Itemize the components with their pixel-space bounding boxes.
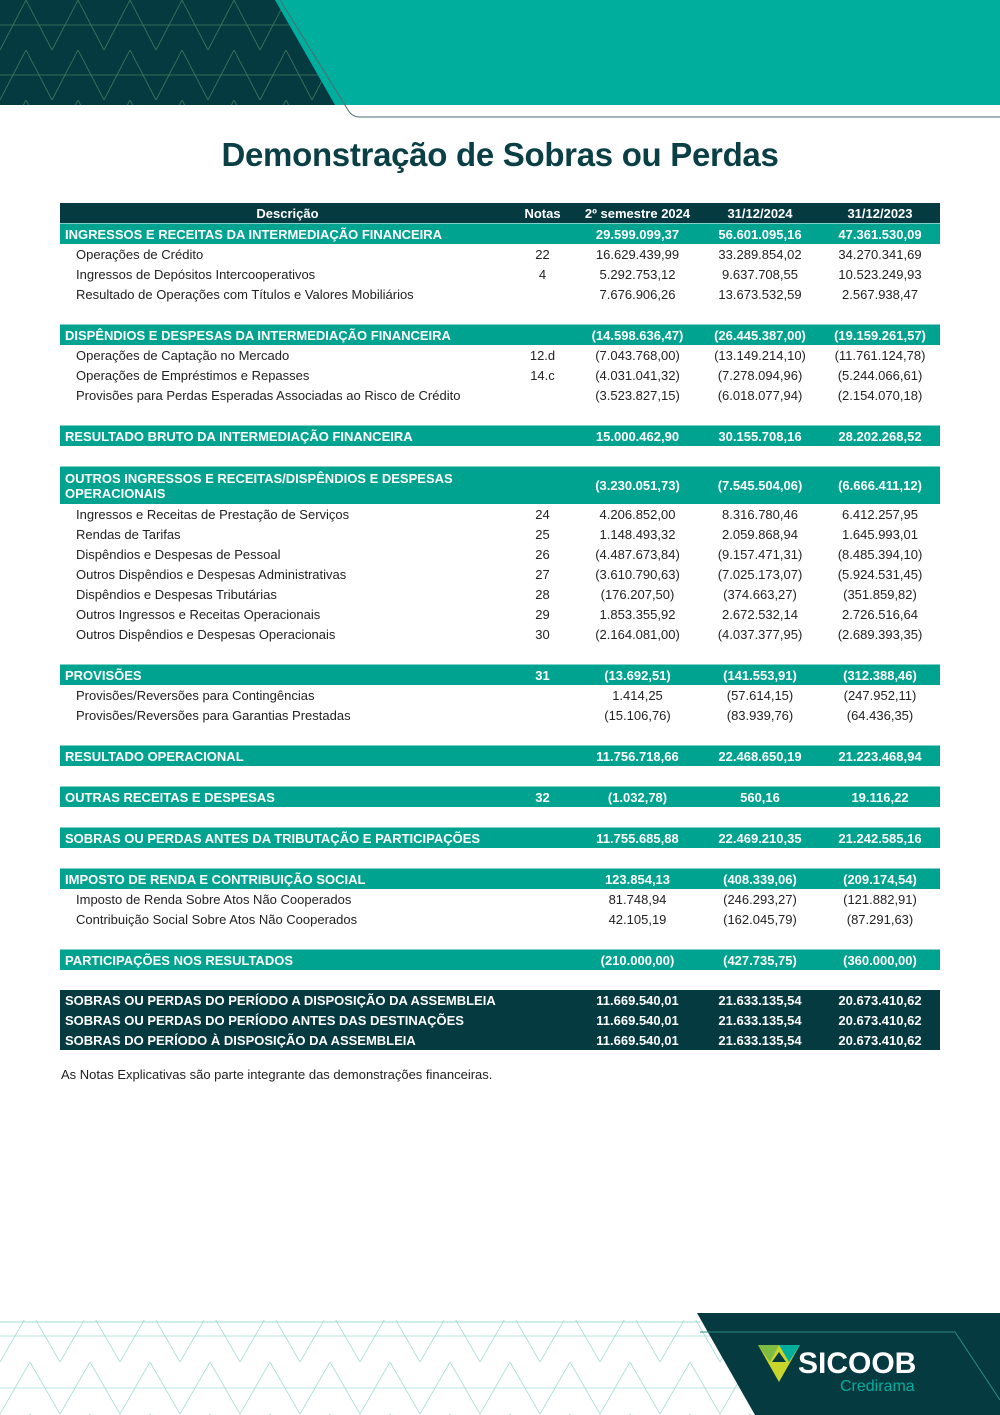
spacer-row [60, 725, 940, 746]
value-2sem-2024: 11.756.718,66 [575, 746, 700, 767]
table-body [60, 224, 940, 1051]
value-31-12-2024: 2.672.532,14 [722, 606, 798, 622]
row-description: Resultado de Operações com Títulos e Valores Mobiliários [76, 286, 414, 302]
table-row [60, 264, 940, 284]
value-31-12-2024: (13.149.214,10) [714, 347, 806, 363]
row-notas: 22 [535, 246, 550, 262]
row-description: Operações de Crédito [76, 246, 204, 262]
table-row [60, 604, 940, 624]
table-row [60, 284, 940, 304]
value-31-12-2023: 2.726.516,64 [842, 606, 918, 622]
value-31-12-2023: (360.000,00) [820, 950, 940, 971]
spacer-cell [60, 766, 940, 787]
value-31-12-2024: 22.468.650,19 [700, 746, 820, 767]
row-description: RESULTADO OPERACIONAL [60, 746, 510, 767]
value-31-12-2023: (5.924.531,45) [837, 566, 923, 582]
total-row [60, 1010, 940, 1030]
row-notas: 25 [535, 526, 550, 542]
value-31-12-2023: 20.673.410,62 [820, 1030, 940, 1050]
row-description: Outros Dispêndios e Despesas Administrativas [76, 566, 347, 582]
value-31-12-2023: (209.174,54) [820, 869, 940, 890]
section-row [60, 325, 940, 346]
spacer-row [60, 766, 940, 787]
value-31-12-2023: (312.388,46) [820, 665, 940, 686]
value-2sem-2024: 11.669.540,01 [575, 990, 700, 1010]
row-notas [510, 990, 575, 1010]
row-notas [510, 746, 575, 767]
table-row [60, 544, 940, 564]
table-row [60, 365, 940, 385]
spacer-row [60, 848, 940, 869]
row-description: Rendas de Tarifas [76, 526, 181, 542]
total-row [60, 1030, 940, 1050]
spacer-cell [60, 929, 940, 950]
row-notas: 4 [538, 266, 547, 282]
section-row [60, 467, 940, 505]
row-description: Provisões/Reversões para Contingências [76, 687, 315, 703]
table-row [60, 909, 940, 929]
row-description: SOBRAS DO PERÍODO À DISPOSIÇÃO DA ASSEMBLEIA [60, 1030, 510, 1050]
row-notas [510, 467, 575, 505]
value-31-12-2023: (8.485.394,10) [837, 546, 923, 562]
value-2sem-2024: 5.292.753,12 [599, 266, 676, 282]
value-31-12-2024: 13.673.532,59 [718, 286, 802, 302]
value-31-12-2023: (64.436,35) [846, 707, 914, 723]
value-31-12-2024: (4.037.377,95) [717, 626, 803, 642]
row-description: PROVISÕES [60, 665, 510, 686]
value-2sem-2024: (176.207,50) [600, 586, 675, 602]
value-2sem-2024: (15.106,76) [604, 707, 671, 723]
row-notas: 31 [510, 665, 575, 686]
table-row [60, 705, 940, 725]
row-description: Operações de Empréstimos e Repasses [76, 367, 310, 383]
row-description: Outros Dispêndios e Despesas Operacionais [76, 626, 336, 642]
value-31-12-2023: 20.673.410,62 [820, 1010, 940, 1030]
value-2sem-2024: (3.523.827,15) [595, 387, 680, 403]
value-31-12-2024: (57.614,15) [726, 687, 794, 703]
value-31-12-2023: 10.523.249,93 [838, 266, 922, 282]
value-31-12-2024: 2.059.868,94 [722, 526, 798, 542]
row-description: Dispêndios e Despesas Tributárias [76, 586, 277, 602]
value-2sem-2024: (13.692,51) [575, 665, 700, 686]
row-description: DISPÊNDIOS E DESPESAS DA INTERMEDIAÇÃO FINANCEIRA [60, 325, 510, 346]
value-2sem-2024: (210.000,00) [575, 950, 700, 971]
value-31-12-2023: (87.291,63) [846, 911, 914, 927]
value-31-12-2024: 56.601.095,16 [700, 224, 820, 245]
value-2sem-2024: 1.414,25 [612, 687, 663, 703]
value-31-12-2024: (7.278.094,96) [717, 367, 803, 383]
value-31-12-2023: (247.952,11) [843, 687, 917, 703]
row-notas [510, 284, 575, 304]
value-31-12-2024: (374.663,27) [723, 586, 797, 602]
row-notas: 30 [535, 626, 550, 642]
spacer-cell [60, 405, 940, 426]
value-31-12-2023: 47.361.530,09 [820, 224, 940, 245]
value-31-12-2023: (5.244.066,61) [837, 367, 923, 383]
spacer-row [60, 644, 940, 665]
value-2sem-2024: (7.043.768,00) [595, 347, 680, 363]
row-notas [510, 828, 575, 849]
footnote: As Notas Explicativas são parte integrante das demonstrações financeiras. [61, 1067, 493, 1082]
value-31-12-2024: (408.339,06) [700, 869, 820, 890]
row-notas: 28 [535, 586, 550, 602]
row-notas [510, 869, 575, 890]
row-description: Imposto de Renda Sobre Atos Não Cooperados [76, 891, 352, 907]
spacer-cell [60, 304, 940, 325]
section-row [60, 869, 940, 890]
spacer-row [60, 929, 940, 950]
spacer-cell [60, 970, 940, 990]
row-notas: 32 [510, 787, 575, 808]
value-31-12-2023: (6.666.411,12) [820, 467, 940, 505]
row-notas [510, 705, 575, 725]
value-2sem-2024: 11.669.540,01 [575, 1010, 700, 1030]
row-notas [510, 889, 575, 909]
row-description: Ingressos de Depósitos Intercooperativos [76, 266, 316, 282]
value-2sem-2024: 11.669.540,01 [575, 1030, 700, 1050]
table-row [60, 345, 940, 365]
col-header-descricao: Descrição [60, 203, 510, 224]
value-2sem-2024: 29.599.099,37 [575, 224, 700, 245]
value-31-12-2023: (351.859,82) [843, 586, 917, 602]
col-header-31-12-2023: 31/12/2023 [820, 203, 940, 224]
row-description: Provisões/Reversões para Garantias Prestadas [76, 707, 351, 723]
row-description: Outros Ingressos e Receitas Operacionais [76, 606, 321, 622]
page-title: Demonstração de Sobras ou Perdas [221, 136, 779, 173]
row-description: INGRESSOS E RECEITAS DA INTERMEDIAÇÃO FINANCEIRA [60, 224, 510, 245]
table-row [60, 584, 940, 604]
value-31-12-2023: 28.202.268,52 [820, 426, 940, 447]
value-31-12-2024: 33.289.854,02 [718, 246, 802, 262]
value-2sem-2024: (3.610.790,63) [595, 566, 680, 582]
value-31-12-2024: (427.735,75) [700, 950, 820, 971]
value-31-12-2024: (9.157.471,31) [717, 546, 803, 562]
value-2sem-2024: 16.629.439,99 [595, 246, 680, 262]
row-notas [510, 224, 575, 245]
row-notas: 24 [535, 506, 550, 522]
section-row [60, 224, 940, 245]
table-row [60, 564, 940, 584]
row-notas [510, 385, 575, 405]
row-notas [510, 685, 575, 705]
row-notas: 27 [535, 566, 550, 582]
row-description: SOBRAS OU PERDAS ANTES DA TRIBUTAÇÃO E PARTICIPAÇÕES [60, 828, 510, 849]
value-31-12-2024: 8.316.780,46 [722, 506, 798, 522]
value-2sem-2024: 81.748,94 [608, 891, 667, 907]
table-row [60, 504, 940, 524]
spacer-cell [60, 644, 940, 665]
table-row [60, 889, 940, 909]
row-notas [510, 1010, 575, 1030]
row-description: Operações de Captação no Mercado [76, 347, 290, 363]
value-31-12-2024: 21.633.135,54 [700, 1030, 820, 1050]
row-description: Contribuição Social Sobre Atos Não Cooperados [76, 911, 358, 927]
section-row [60, 665, 940, 686]
value-2sem-2024: (1.032,78) [575, 787, 700, 808]
value-31-12-2024: 9.637.708,55 [722, 266, 798, 282]
row-description: Ingressos e Receitas de Prestação de Serviços [76, 506, 350, 522]
value-31-12-2023: (2.689.393,35) [837, 626, 923, 642]
row-description: PARTICIPAÇÕES NOS RESULTADOS [60, 950, 510, 971]
value-2sem-2024: 15.000.462,90 [575, 426, 700, 447]
row-notas: 26 [535, 546, 550, 562]
row-notas: 14.c [530, 367, 555, 383]
value-2sem-2024: (2.164.081,00) [595, 626, 680, 642]
value-31-12-2024: 21.633.135,54 [700, 1010, 820, 1030]
spacer-cell [60, 446, 940, 467]
table-row [60, 624, 940, 644]
row-notas: 29 [535, 606, 550, 622]
total-row [60, 990, 940, 1010]
row-notas [510, 950, 575, 971]
col-header-2sem-2024: 2º semestre 2024 [575, 203, 700, 224]
value-31-12-2024: (26.445.387,00) [700, 325, 820, 346]
row-notas [510, 426, 575, 447]
value-31-12-2024: (83.939,76) [726, 707, 794, 723]
value-31-12-2023: 21.242.585,16 [820, 828, 940, 849]
value-2sem-2024: 42.105,19 [608, 911, 667, 927]
value-31-12-2024: (7.025.173,07) [717, 566, 803, 582]
table-row [60, 244, 940, 264]
table-row [60, 524, 940, 544]
value-2sem-2024: (4.031.041,32) [595, 367, 680, 383]
value-31-12-2023: (19.159.261,57) [820, 325, 940, 346]
section-row [60, 828, 940, 849]
value-2sem-2024: (14.598.636,47) [575, 325, 700, 346]
spacer-cell [60, 807, 940, 828]
logo-sub: Credirama [840, 1378, 915, 1395]
value-31-12-2024: (141.553,91) [700, 665, 820, 686]
value-2sem-2024: 1.853.355,92 [599, 606, 676, 622]
value-2sem-2024: 7.676.906,26 [599, 286, 676, 302]
section-row [60, 787, 940, 808]
value-31-12-2023: 19.116,22 [820, 787, 940, 808]
col-header-31-12-2024: 31/12/2024 [700, 203, 820, 224]
value-2sem-2024: 11.755.685,88 [575, 828, 700, 849]
spacer-cell [60, 848, 940, 869]
section-row [60, 950, 940, 971]
header-banner [0, 0, 1000, 130]
footer-banner [0, 1310, 1000, 1415]
logo-brand: SICOOB [798, 1347, 917, 1380]
row-description: RESULTADO BRUTO DA INTERMEDIAÇÃO FINANCEIRA [60, 426, 510, 447]
spacer-row [60, 446, 940, 467]
value-2sem-2024: (4.487.673,84) [595, 546, 680, 562]
row-description: IMPOSTO DE RENDA E CONTRIBUIÇÃO SOCIAL [60, 869, 510, 890]
row-description: OUTRAS RECEITAS E DESPESAS [60, 787, 510, 808]
row-notas [510, 325, 575, 346]
income-statement-table [60, 203, 940, 1050]
value-31-12-2023: 20.673.410,62 [820, 990, 940, 1010]
spacer-row [60, 807, 940, 828]
table-header-row [60, 203, 940, 224]
value-31-12-2024: 22.469.210,35 [700, 828, 820, 849]
spacer-row [60, 304, 940, 325]
spacer-row [60, 970, 940, 990]
section-row [60, 746, 940, 767]
row-description: SOBRAS OU PERDAS DO PERÍODO A DISPOSIÇÃO DA ASSEMBLEIA [60, 990, 510, 1010]
value-31-12-2024: 560,16 [700, 787, 820, 808]
value-31-12-2023: 2.567.938,47 [842, 286, 918, 302]
table-row [60, 385, 940, 405]
value-31-12-2024: (246.293,27) [723, 891, 797, 907]
value-31-12-2023: 1.645.993,01 [842, 526, 918, 542]
value-31-12-2023: 21.223.468,94 [820, 746, 940, 767]
value-31-12-2024: 21.633.135,54 [700, 990, 820, 1010]
col-header-notas: Notas [510, 203, 575, 224]
value-2sem-2024: (3.230.051,73) [575, 467, 700, 505]
section-row [60, 426, 940, 447]
row-notas [510, 909, 575, 929]
value-31-12-2024: 30.155.708,16 [700, 426, 820, 447]
row-description: SOBRAS OU PERDAS DO PERÍODO ANTES DAS DESTINAÇÕES [60, 1010, 510, 1030]
table-row [60, 685, 940, 705]
value-31-12-2024: (6.018.077,94) [717, 387, 803, 403]
value-31-12-2023: 6.412.257,95 [842, 506, 918, 522]
spacer-row [60, 405, 940, 426]
value-31-12-2023: (11.761.124,78) [834, 347, 926, 363]
value-2sem-2024: 123.854,13 [575, 869, 700, 890]
row-description: Provisões para Perdas Esperadas Associadas ao Risco de Crédito [76, 387, 461, 403]
value-2sem-2024: 1.148.493,32 [599, 526, 676, 542]
value-31-12-2023: (121.882,91) [843, 891, 917, 907]
row-notas [510, 1030, 575, 1050]
row-description: Dispêndios e Despesas de Pessoal [76, 546, 281, 562]
spacer-cell [60, 725, 940, 746]
value-31-12-2024: (7.545.504,06) [700, 467, 820, 505]
row-notas: 12.d [529, 347, 556, 363]
value-31-12-2023: 34.270.341,69 [838, 246, 922, 262]
value-2sem-2024: 4.206.852,00 [599, 506, 676, 522]
row-description: OUTROS INGRESSOS E RECEITAS/DISPÊNDIOS E DESPESAS OPERACIONAIS [60, 467, 510, 505]
value-31-12-2024: (162.045,79) [723, 911, 797, 927]
value-31-12-2023: (2.154.070,18) [837, 387, 923, 403]
